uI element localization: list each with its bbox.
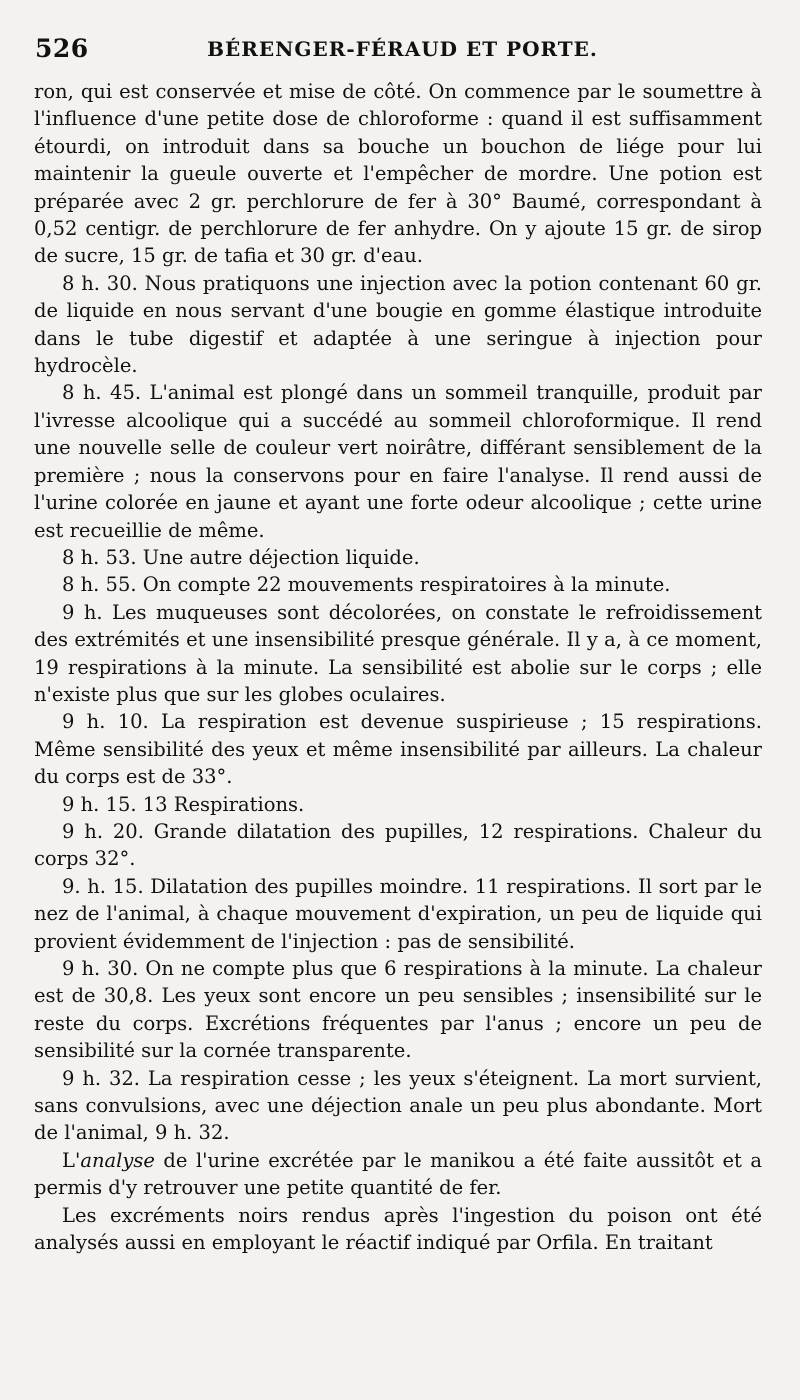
paragraph: 9 h. 30. On ne compte plus que 6 respirations à la minute. La chaleur est de 30,8. Les yeux sont encore un peu sensibles ; insensibilité sur le reste du corps. Excrétions fréquentes par l'anus ; encore un peu de sensibilité sur la cornée transparente. xyxy=(34,957,762,1063)
paragraph: 8 h. 55. On compte 22 mouvements respiratoires à la minute. xyxy=(62,573,671,597)
paragraph: 9 h. Les muqueuses sont décolorées, on constate le refroidissement des extrémités et une insensibilité presque générale. Il y a, à ce moment, 19 respirations à la minute. La sensibilité est abolie sur le corps ; elle n'existe plus que sur les globes oculaires. xyxy=(34,600,762,706)
paragraph: Les excréments noirs rendus après l'ingestion du poison ont été analysés aussi en employant le réactif indiqué par Orfila. En traitant xyxy=(34,1203,762,1255)
paragraph: 9. h. 15. Dilatation des pupilles moindre. 11 respirations. Il sort par le nez de l'animal, à chaque mouvement d'expiration, un peu de liquide qui provient évidemment de l'injection : pas de sensibilité. xyxy=(34,874,762,953)
page-header xyxy=(35,34,770,74)
emphasized-word: analyse xyxy=(80,1148,155,1172)
paragraph: 9 h. 20. Grande dilatation des pupilles, 12 respirations. Chaleur du corps 32°. xyxy=(34,819,762,871)
page-number: 526 xyxy=(35,34,89,63)
paragraph: 9 h. 32. La respiration cesse ; les yeux s'éteignent. La mort survient, sans convulsions, avec une déjection anale un peu plus abondante. Mort de l'animal, 9 h. 32. xyxy=(34,1066,762,1145)
body-text xyxy=(34,78,762,1256)
paragraph: 9 h. 15. 13 Respirations. xyxy=(62,792,305,816)
paragraph: 8 h. 53. Une autre déjection liquide. xyxy=(62,545,420,569)
paragraph: 8 h. 45. L'animal est plongé dans un sommeil tranquille, produit par l'ivresse alcoolique qui a succédé au sommeil chloroformique. Il rend une nouvelle selle de couleur vert noirâtre, différant sensiblement de la première ; nous la conservons pour en faire l'analyse. Il rend aussi de l'urine colorée en jaune et ayant une forte odeur alcoolique ; cette urine est recueillie de même. xyxy=(34,381,762,542)
paragraph: 9 h. 10. La respiration est devenue suspirieuse ; 15 respirations. Même sensibilité des yeux et même insensibilité par ailleurs. La chaleur du corps est de 33°. xyxy=(34,710,762,789)
paragraph: ron, qui est conservée et mise de côté. On commence par le soumettre à l'influence d'une petite dose de chloroforme : quand il est suffisamment étourdi, on introduit dans sa bouche un bouchon de liége pour lui maintenir la gueule ouverte et l'empêcher de mordre. Une potion est préparée avec 2 gr. perchlorure de fer à 30° Baumé, correspondant à 0,52 centigr. de perchlorure de fer anhydre. On y ajoute 15 gr. de sirop de sucre, 15 gr. de tafia et 30 gr. d'eau. xyxy=(34,80,762,268)
paragraph: 8 h. 30. Nous pratiquons une injection avec la potion contenant 60 gr. de liquide en nous servant d'une bougie en gomme élastique introduite dans le tube digestif et adaptée à une seringue à injection pour hydrocèle. xyxy=(34,271,762,378)
paragraph: L'analyse de l'urine excrétée par le manikou a été faite aussitôt et a permis d'y retrouver une petite quantité de fer. xyxy=(34,1148,762,1200)
running-head: BÉRENGER-FÉRAUD ET PORTE. xyxy=(207,37,598,61)
